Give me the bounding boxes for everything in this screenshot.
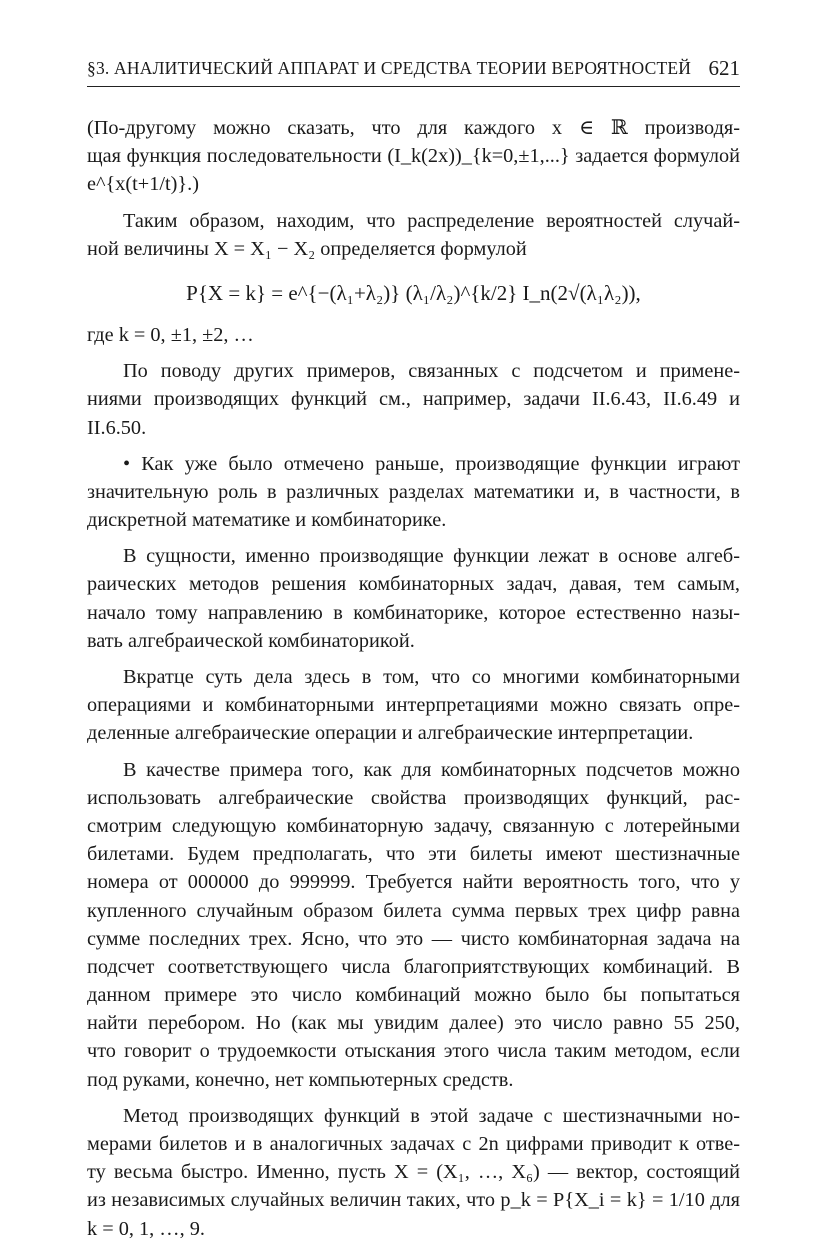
text-line: щая функция последовательности (I_k(2x))_{k=0,±1,...} задается формулой bbox=[87, 145, 740, 168]
text-line: Таким образом, находим, что распределение вероятностей случай- bbox=[123, 209, 740, 232]
paragraph-p5 bbox=[87, 450, 740, 535]
paragraph-p2 bbox=[87, 207, 740, 263]
text-line: раических методов решения комбинаторных задач, давая, тем самым, bbox=[87, 573, 740, 596]
text-line: По поводу других примеров, связанных с подсчетом и примене- bbox=[123, 360, 740, 383]
text-line: из независимых случайных величин таких, что p_k = P{X_i = k} = 1/10 для bbox=[87, 1189, 740, 1212]
text-line: мерами билетов и в аналогичных задачах с 2n цифрами приводит к отве- bbox=[87, 1133, 740, 1155]
running-header bbox=[87, 56, 740, 87]
text-line: найти перебором. Но (как мы увидим далее) это число равно 55 250, bbox=[87, 1012, 740, 1035]
paragraph-p4 bbox=[87, 357, 740, 442]
text-line: использовать алгебраические свойства производящих функций, рас- bbox=[87, 786, 740, 809]
display-formula: P{X = k} = e^{−(λ₁+λ₂)} (λ₁/λ₂)^{k/2} I_n(2√(λ₁λ₂)), bbox=[186, 280, 641, 305]
text-line: смотрим следующую комбинаторную задачу, связанную с лотерейными bbox=[87, 814, 740, 837]
text-line: e^{x(t+1/t)}.) bbox=[87, 173, 199, 196]
text-line: данном примере это число комбинаций можно было бы попытаться bbox=[87, 984, 740, 1007]
page-body bbox=[87, 114, 740, 1251]
text-line: В сущности, именно производящие функции лежат в основе алгеб- bbox=[123, 545, 740, 568]
text-line: значительную роль в различных разделах математики и, в частности, в bbox=[87, 480, 740, 503]
page-number: 621 bbox=[708, 56, 740, 80]
text-line: под руками, конечно, нет компьютерных средств. bbox=[87, 1068, 514, 1091]
text-line: В качестве примера того, как для комбинаторных подсчетов можно bbox=[123, 758, 740, 781]
paragraph-p3 bbox=[87, 321, 740, 349]
text-line: что говорит о трудоемкости отыскания этого числа таким методом, если bbox=[87, 1040, 740, 1063]
text-line: II.6.50. bbox=[87, 416, 147, 439]
text-line: Вкратце суть дела здесь в том, что со многими комбинаторными bbox=[123, 666, 740, 688]
header-title: §3. АНАЛИТИЧЕСКИЙ АППАРАТ И СРЕДСТВА ТЕОРИИ ВЕРОЯТНОСТЕЙ bbox=[87, 58, 692, 78]
text-line: вать алгебраической комбинаторикой. bbox=[87, 629, 415, 652]
paragraph-p8 bbox=[87, 756, 740, 1094]
paragraph-p6 bbox=[87, 542, 740, 655]
text-line: деленные алгебраические операции и алгебраические интерпретации. bbox=[87, 722, 694, 745]
text-line: k = 0, 1, …, 9. bbox=[87, 1217, 205, 1240]
text-line: дискретной математике и комбинаторике. bbox=[87, 509, 447, 532]
text-line: сумме последних трех. Ясно, что это — чисто комбинаторная задача на bbox=[87, 927, 740, 950]
text-line: билетами. Будем предполагать, что эти билеты имеют шестизначные bbox=[87, 843, 740, 866]
text-line: • Как уже было отмечено раньше, производящие функции играют bbox=[123, 452, 740, 475]
text-line: где k = 0, ±1, ±2, … bbox=[87, 323, 254, 346]
text-line: ту весьма быстро. Именно, пусть X = (X₁, …, X₆) — вектор, состоящий bbox=[87, 1161, 740, 1184]
text-line: ной величины X = X₁ − X₂ определяется формулой bbox=[87, 237, 527, 260]
text-line: операциями и комбинаторными интерпретациями можно связать опре- bbox=[87, 694, 740, 717]
text-line: начало тому направлению в комбинаторике, которое естественно назы- bbox=[87, 601, 740, 624]
text-line: купленного случайным образом билета сумма первых трех цифр равна bbox=[87, 899, 740, 922]
text-line: (По-другому можно сказать, что для каждого x ∈ ℝ производя- bbox=[87, 117, 740, 139]
paragraph-p7 bbox=[87, 663, 740, 748]
text-line: Метод производящих функций в этой задаче с шестизначными но- bbox=[123, 1104, 740, 1127]
paragraph-p9 bbox=[87, 1102, 740, 1243]
paragraph-p1 bbox=[87, 114, 740, 199]
text-line: подсчет соответствующего числа благоприятствующих комбинаций. В bbox=[87, 955, 740, 978]
text-line: ниями производящих функций см., например, задачи II.6.43, II.6.49 и bbox=[87, 388, 740, 411]
text-line: номера от 000000 до 999999. Требуется найти вероятность того, что у bbox=[87, 871, 740, 894]
